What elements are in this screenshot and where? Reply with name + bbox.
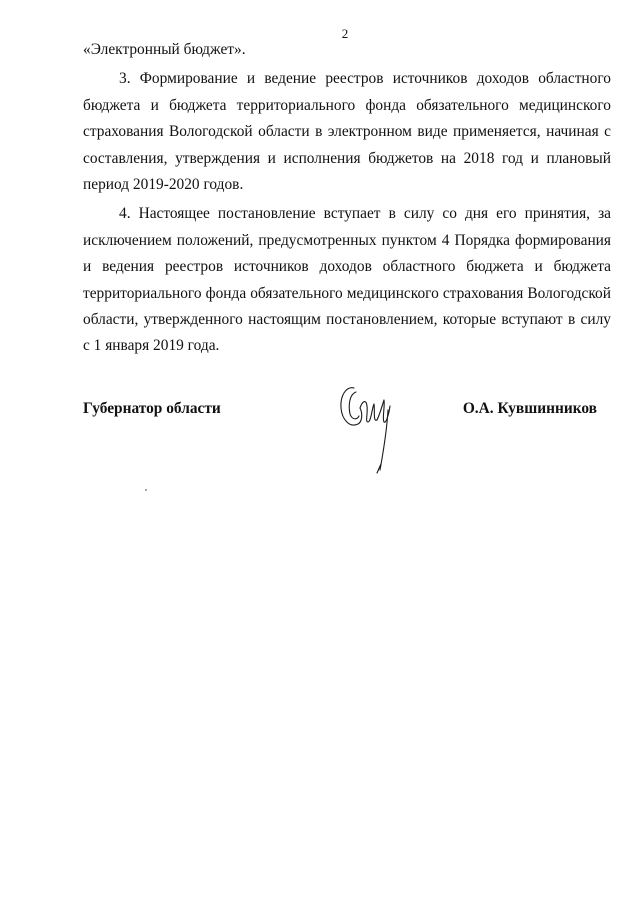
document-body <box>83 37 611 360</box>
scan-speck <box>145 489 147 491</box>
handwritten-signature <box>332 378 402 474</box>
continuation-line: «Электронный бюджет». <box>83 41 246 58</box>
page-number: 2 <box>341 26 349 41</box>
signatory-name: О.А. Кувшинников <box>462 400 597 417</box>
paragraph-3: 3. Формирование и ведение реестров источников доходов областного бюджета и бюджета территориального фонда обязательного медицинского страхования Вологодской области в электронном виде применяется, начиная с составления, утверждения и исполнения бюджетов на 2018 год и плановый период 2019-2020 годов. <box>83 70 611 194</box>
paragraph-4: 4. Настоящее постановление вступает в силу со дня его принятия, за исключением положений, предусмотренных пунктом 4 Порядка формирования и ведения реестров источников доходов областного бюджета и бюджета территориального фонда обязательного медицинского страхования Вологодской области, утвержденного настоящим постановлением, которые вступают в силу с 1 января 2019 года. <box>83 205 611 355</box>
position-title: Губернатор области <box>83 400 221 417</box>
